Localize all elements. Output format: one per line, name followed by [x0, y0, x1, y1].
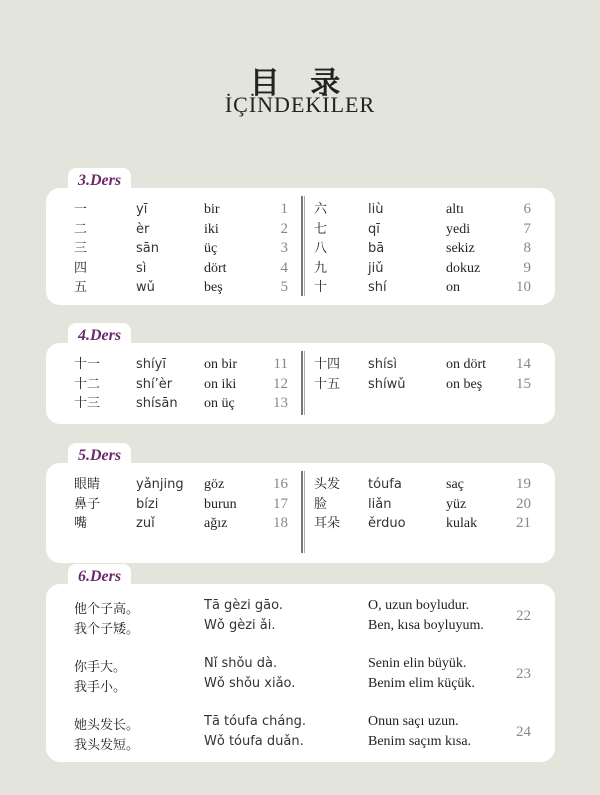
page-number: 13	[273, 395, 288, 411]
turkish-sentence: O, uzun boyludur.	[368, 598, 470, 613]
chinese-word: 十	[314, 280, 328, 295]
chinese-word: 十二	[74, 376, 101, 392]
sentence-group[interactable]	[46, 714, 555, 754]
pinyin: shí’èr	[136, 376, 173, 392]
page-number: 24	[516, 724, 531, 740]
page-title-turkish: İÇİNDEKİLER	[224, 92, 376, 117]
pinyin: bízi	[136, 496, 159, 512]
turkish-meaning: göz	[204, 477, 225, 492]
lesson-section	[46, 443, 555, 563]
chinese-sentence: 你手大。	[74, 660, 127, 675]
turkish-meaning: bir	[204, 202, 220, 217]
turkish-meaning: saç	[446, 477, 464, 492]
pinyin: liǎn	[368, 496, 392, 512]
pinyin-sentence: Nǐ shǒu dà.	[204, 656, 278, 671]
pinyin: shísì	[368, 357, 398, 372]
turkish-meaning: dokuz	[446, 260, 481, 276]
page-number: 1	[280, 201, 288, 217]
pinyin: qī	[368, 221, 380, 237]
chinese-word: 眼睛	[74, 477, 101, 492]
pinyin: yǎnjing	[136, 477, 184, 492]
page-number: 4	[280, 259, 288, 276]
lesson-section	[46, 564, 555, 762]
page-number: 17	[273, 495, 288, 512]
sentence-group[interactable]	[46, 656, 555, 696]
chinese-word: 七	[314, 221, 328, 237]
pinyin-sentence: Tā gèzi gāo.	[204, 598, 283, 613]
pinyin-sentence: Wǒ shǒu xiǎo.	[204, 676, 296, 691]
chinese-word: 十一	[74, 357, 101, 372]
pinyin: tóufa	[368, 477, 402, 492]
turkish-meaning: sekiz	[446, 241, 475, 256]
pinyin: sì	[136, 260, 147, 276]
page-number: 15	[516, 375, 531, 392]
lesson-section	[46, 168, 555, 305]
chinese-word: 耳朵	[314, 516, 341, 531]
vocab-row[interactable]	[46, 355, 555, 374]
chinese-word: 五	[74, 280, 88, 295]
page-number: 3	[280, 240, 288, 256]
vocab-row[interactable]	[46, 394, 555, 413]
pinyin: shí	[368, 280, 387, 295]
turkish-sentence: Benim elim küçük.	[368, 676, 475, 691]
sentence-group[interactable]	[46, 598, 555, 638]
turkish-meaning: kulak	[446, 516, 478, 531]
chinese-sentence: 他个子高。	[74, 602, 140, 617]
vocab-row[interactable]	[46, 495, 555, 514]
lesson-section	[46, 323, 555, 424]
chinese-word: 三	[74, 241, 88, 256]
turkish-sentence: Ben, kısa boyluyum.	[368, 618, 484, 633]
pinyin: shísān	[136, 396, 178, 411]
turkish-meaning: altı	[446, 202, 464, 217]
lesson-card	[46, 188, 555, 305]
lesson-label[interactable]: 3.Ders	[68, 168, 131, 194]
pinyin: shíyī	[136, 357, 166, 372]
pinyin-sentence: Tā tóufa cháng.	[204, 714, 306, 729]
pinyin: èr	[136, 221, 150, 237]
chinese-word: 鼻子	[74, 496, 101, 512]
turkish-meaning: on dört	[446, 357, 487, 372]
page-number: 9	[523, 259, 531, 276]
chinese-word: 嘴	[74, 516, 88, 531]
lesson-card	[46, 584, 555, 762]
vocab-row[interactable]	[46, 200, 555, 219]
pinyin: yī	[136, 202, 148, 217]
turkish-meaning: dört	[204, 260, 227, 276]
turkish-meaning: üç	[204, 241, 218, 256]
turkish-meaning: on beş	[446, 376, 483, 392]
page-number: 21	[516, 515, 531, 531]
turkish-meaning: on bir	[204, 357, 238, 372]
page-number: 12	[273, 375, 288, 392]
turkish-meaning: iki	[204, 221, 219, 237]
page-number: 20	[516, 495, 531, 512]
turkish-meaning: beş	[204, 280, 223, 295]
turkish-meaning: on iki	[204, 376, 237, 392]
page-number: 7	[523, 220, 531, 237]
pinyin: jiǔ	[368, 260, 384, 276]
pinyin: wǔ	[136, 280, 155, 295]
vocab-row[interactable]	[46, 259, 555, 278]
pinyin: liù	[368, 202, 384, 217]
page-number: 14	[516, 356, 531, 372]
vocab-row[interactable]	[46, 220, 555, 239]
chinese-word: 四	[74, 260, 88, 276]
pinyin: shíwǔ	[368, 376, 406, 392]
pinyin: bā	[368, 241, 385, 256]
pinyin: ěrduo	[368, 516, 406, 531]
pinyin-sentence: Wǒ tóufa duǎn.	[204, 734, 304, 749]
vocab-row[interactable]	[46, 239, 555, 258]
lesson-card	[46, 343, 555, 424]
lesson-label[interactable]: 4.Ders	[68, 323, 131, 349]
chinese-word: 十三	[74, 396, 101, 411]
chinese-word: 十五	[314, 376, 341, 392]
page-number: 8	[523, 240, 531, 256]
chinese-sentence: 她头发长。	[74, 718, 140, 733]
page-number: 10	[516, 279, 531, 295]
page-number: 22	[516, 608, 531, 624]
chinese-word: 十四	[314, 357, 341, 372]
chinese-sentence: 我头发短。	[74, 738, 140, 753]
lesson-label[interactable]: 5.Ders	[68, 443, 131, 469]
vocab-row[interactable]	[46, 475, 555, 494]
turkish-meaning: burun	[204, 496, 237, 512]
vocab-row[interactable]	[46, 278, 555, 297]
chinese-word: 脸	[314, 496, 328, 512]
page-title-chinese: 目 录	[249, 66, 351, 101]
turkish-meaning: on	[446, 280, 460, 295]
page-number: 11	[273, 356, 288, 372]
page-number: 23	[516, 666, 531, 682]
turkish-sentence: Senin elin büyük.	[368, 656, 467, 671]
turkish-sentence: Onun saçı uzun.	[368, 714, 459, 729]
pinyin-sentence: Wǒ gèzi ǎi.	[204, 618, 276, 633]
chinese-sentence: 我个子矮。	[74, 622, 140, 637]
page-number: 6	[523, 201, 531, 217]
chinese-word: 八	[314, 241, 328, 256]
page-number: 2	[280, 220, 288, 237]
page-number: 19	[516, 476, 531, 492]
pinyin: sān	[136, 241, 159, 256]
lesson-card	[46, 463, 555, 563]
lesson-label[interactable]: 6.Ders	[68, 564, 131, 590]
page-number: 16	[273, 476, 288, 492]
chinese-word: 六	[314, 202, 328, 217]
vocab-row[interactable]	[46, 514, 555, 533]
chinese-word: 头发	[314, 477, 341, 492]
vocab-row[interactable]	[46, 375, 555, 394]
pinyin: zuǐ	[136, 516, 155, 531]
page-number: 5	[280, 279, 288, 295]
turkish-sentence: Benim saçım kısa.	[368, 734, 472, 749]
page-number: 18	[273, 515, 288, 531]
turkish-meaning: yedi	[446, 221, 471, 237]
turkish-meaning: yüz	[446, 496, 467, 512]
chinese-word: 一	[74, 202, 88, 217]
turkish-meaning: ağız	[204, 516, 228, 531]
chinese-word: 九	[314, 260, 328, 276]
turkish-meaning: on üç	[204, 396, 235, 411]
chinese-sentence: 我手小。	[74, 680, 127, 695]
chinese-word: 二	[74, 221, 88, 237]
